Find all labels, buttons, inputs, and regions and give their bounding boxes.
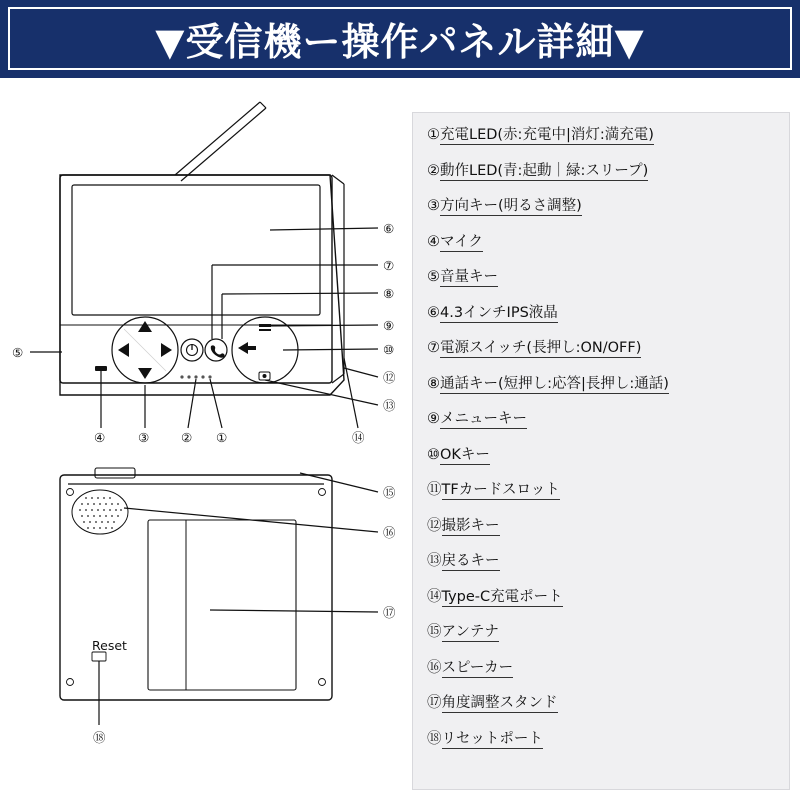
legend-num: ⑬ bbox=[427, 553, 442, 569]
legend-text: 動作LED(青:起動｜緑:スリープ) bbox=[440, 162, 649, 179]
legend-num: ⑨ bbox=[427, 411, 440, 427]
device-diagram bbox=[0, 80, 412, 800]
list-item bbox=[427, 589, 779, 606]
list-item bbox=[427, 234, 779, 251]
header-frame bbox=[8, 7, 792, 70]
callout-4: ④ bbox=[94, 430, 106, 445]
legend-num: ⑰ bbox=[427, 695, 442, 711]
legend-num: ⑪ bbox=[427, 482, 442, 498]
callout-7: ⑦ bbox=[383, 258, 395, 273]
callout-1: ① bbox=[216, 430, 228, 445]
legend-text: 4.3インチIPS液晶 bbox=[440, 304, 558, 321]
legend-text: Type-C充電ポート bbox=[441, 588, 563, 605]
list-item bbox=[427, 411, 779, 428]
legend-num: ④ bbox=[427, 233, 440, 250]
list-item bbox=[427, 447, 779, 464]
svg-text:Reset: Reset bbox=[92, 638, 127, 653]
legend-num: ⑱ bbox=[427, 730, 442, 747]
list-item bbox=[427, 127, 779, 144]
list-item bbox=[427, 305, 779, 322]
legend-num: ① bbox=[427, 127, 440, 143]
list-item bbox=[427, 269, 779, 286]
callout-9: ⑨ bbox=[383, 318, 395, 333]
legend-panel bbox=[412, 112, 790, 790]
legend-num: ⑩ bbox=[427, 446, 440, 463]
legend-num: ⑧ bbox=[427, 375, 440, 392]
callout-5: ⑤ bbox=[12, 345, 24, 360]
legend-text: OKキー bbox=[440, 446, 490, 463]
list-item bbox=[427, 340, 779, 357]
front-callout-labels bbox=[12, 221, 396, 445]
legend-text: 電源スイッチ(長押し:ON/OFF) bbox=[440, 340, 642, 356]
list-item bbox=[427, 553, 779, 570]
legend-text: スピーカー bbox=[441, 659, 514, 676]
legend-num: ⑭ bbox=[427, 588, 442, 605]
list-item bbox=[427, 163, 779, 180]
back-callout-labels bbox=[93, 485, 396, 745]
callout-12: ⑫ bbox=[383, 370, 396, 385]
callout-18: ⑱ bbox=[93, 730, 106, 745]
callout-8: ⑧ bbox=[383, 286, 395, 301]
legend-text: マイク bbox=[440, 233, 483, 250]
legend-text: アンテナ bbox=[441, 624, 499, 640]
header-banner bbox=[0, 0, 800, 78]
callout-17: ⑰ bbox=[383, 605, 396, 620]
callout-6: ⑥ bbox=[383, 221, 395, 236]
legend-text: 方向キー(明るさ調整) bbox=[440, 198, 582, 214]
legend-text: 戻るキー bbox=[441, 553, 500, 569]
page-title: ▼受信機ー操作パネル詳細▼ bbox=[155, 20, 645, 64]
list-item bbox=[427, 660, 779, 677]
legend-num: ② bbox=[427, 162, 440, 179]
callout-2: ② bbox=[181, 430, 193, 445]
legend-num: ⑫ bbox=[427, 517, 442, 534]
callout-10: ⑩ bbox=[383, 342, 395, 357]
list-item bbox=[427, 198, 779, 215]
callout-13: ⑬ bbox=[383, 398, 396, 413]
legend-text: リセットポート bbox=[441, 730, 543, 747]
legend-text: 通話キー(短押し:応答|長押し:通話) bbox=[440, 375, 669, 392]
legend-num: ⑯ bbox=[427, 659, 442, 676]
legend-num: ⑤ bbox=[427, 269, 440, 285]
legend-text: 音量キー bbox=[440, 269, 498, 285]
list-item bbox=[427, 731, 779, 748]
legend-text: メニューキー bbox=[440, 411, 527, 427]
list-item bbox=[427, 482, 779, 499]
list-item bbox=[427, 695, 779, 712]
legend-text: 角度調整スタンド bbox=[441, 695, 558, 711]
list-item bbox=[427, 376, 779, 393]
list-item bbox=[427, 624, 779, 641]
legend-text: TFカードスロット bbox=[441, 482, 560, 498]
callout-3: ③ bbox=[138, 430, 150, 445]
legend-num: ⑥ bbox=[427, 304, 440, 321]
legend-num: ⑦ bbox=[427, 340, 440, 356]
callout-15: ⑮ bbox=[383, 485, 396, 500]
callout-14: ⑭ bbox=[352, 430, 365, 445]
list-item bbox=[427, 518, 779, 535]
legend-num: ⑮ bbox=[427, 624, 442, 640]
legend-text: 撮影キー bbox=[441, 517, 500, 534]
legend-num: ③ bbox=[427, 198, 440, 214]
legend-text: 充電LED(赤:充電中|消灯:満充電) bbox=[440, 127, 654, 143]
callout-16: ⑯ bbox=[383, 525, 396, 540]
